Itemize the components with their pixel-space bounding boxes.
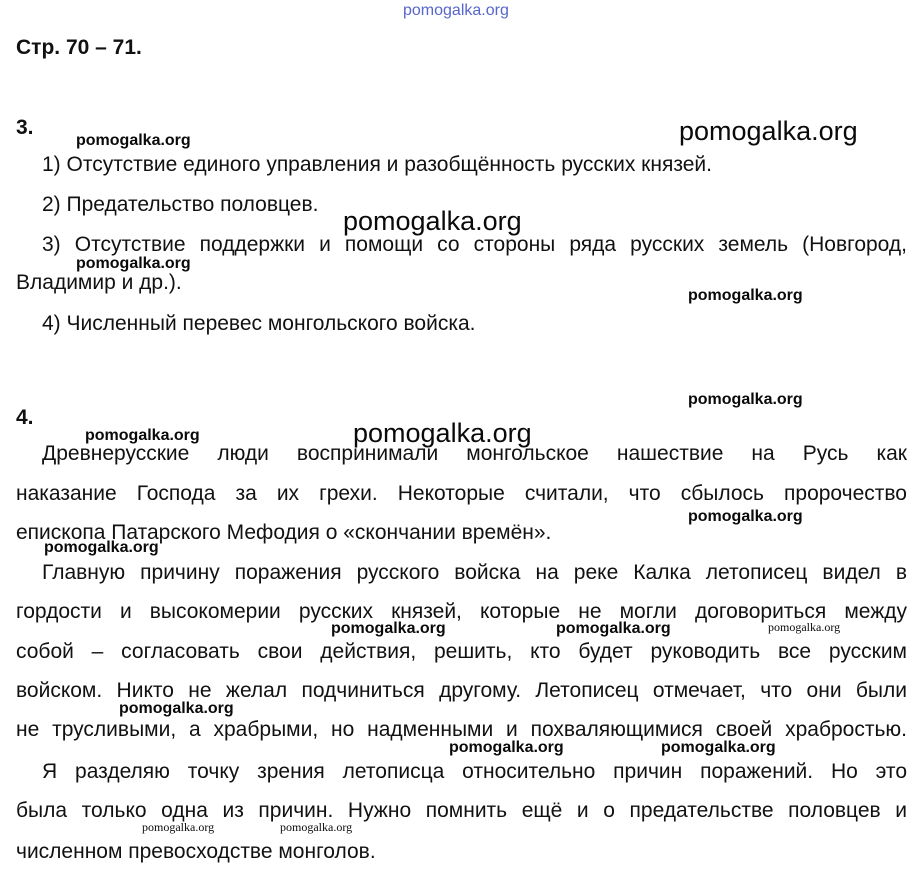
q3-item-3: 3) Отсутствие поддержки и помощи со стороны ряда русских земель (Новгород,: [42, 233, 907, 256]
q4-line-3: епископа Патарского Мефодия о «скончании времён».: [16, 521, 552, 544]
watermark: pomogalka.org: [688, 287, 803, 304]
watermark: pomogalka.org: [280, 820, 353, 834]
q4-line-5: гордости и высокомерии русских князей, которые не могли договориться между: [16, 600, 907, 623]
q4-line-10: была только одна из причин. Нужно помнить ещё и о предательстве половцев и: [16, 799, 907, 822]
page-reference: Стр. 70 – 71.: [16, 36, 142, 59]
q4-line-9: Я разделяю точку зрения летописца относительно причин поражений. Но это: [42, 760, 907, 783]
q4-line-4: Главную причину поражения русского войска на реке Калка летописец видел в: [42, 561, 907, 584]
watermark: pomogalka.org: [119, 700, 234, 717]
watermark: pomogalka.org: [343, 206, 522, 236]
watermark: pomogalka.org: [556, 620, 671, 637]
q4-line-11: численном превосходстве монголов.: [16, 840, 376, 863]
watermark: pomogalka.org: [768, 620, 841, 634]
q4-line-7: войском. Никто не желал подчиниться другому. Летописец отмечает, что они были: [16, 679, 907, 702]
watermark: pomogalka.org: [688, 508, 803, 525]
watermark: pomogalka.org: [331, 620, 446, 637]
watermark: pomogalka.org: [85, 427, 200, 444]
q4-line-6: собой – согласовать свои действия, решить, кто будет руководить все русским: [16, 640, 907, 663]
watermark: pomogalka.org: [76, 132, 191, 149]
watermark: pomogalka.org: [76, 255, 191, 272]
watermark: pomogalka.org: [353, 418, 532, 448]
q3-item-3-continued: Владимир и др.).: [16, 271, 182, 294]
watermark: pomogalka.org: [449, 739, 564, 756]
q4-line-1: Древнерусские люди воспринимали монгольское нашествие на Русь как: [42, 442, 907, 465]
question-4-number: 4.: [16, 406, 34, 429]
q3-item-2: 2) Предательство половцев.: [42, 193, 319, 216]
watermark: pomogalka.org: [44, 539, 159, 556]
top-watermark[interactable]: pomogalka.org: [403, 2, 509, 19]
watermark: pomogalka.org: [688, 391, 803, 408]
watermark: pomogalka.org: [679, 116, 858, 146]
q4-line-8: не трусливыми, а храбрыми, но надменными и похваляющимися своей храбростью.: [16, 718, 907, 741]
question-3-number: 3.: [16, 116, 34, 139]
q4-line-2: наказание Господа за их грехи. Некоторые считали, что сбылось пророчество: [16, 482, 907, 505]
q3-item-1: 1) Отсутствие единого управления и разобщённость русских князей.: [42, 153, 712, 176]
watermark: pomogalka.org: [661, 739, 776, 756]
watermark: pomogalka.org: [142, 820, 215, 834]
q3-item-4: 4) Численный перевес монгольского войска.: [42, 312, 476, 335]
